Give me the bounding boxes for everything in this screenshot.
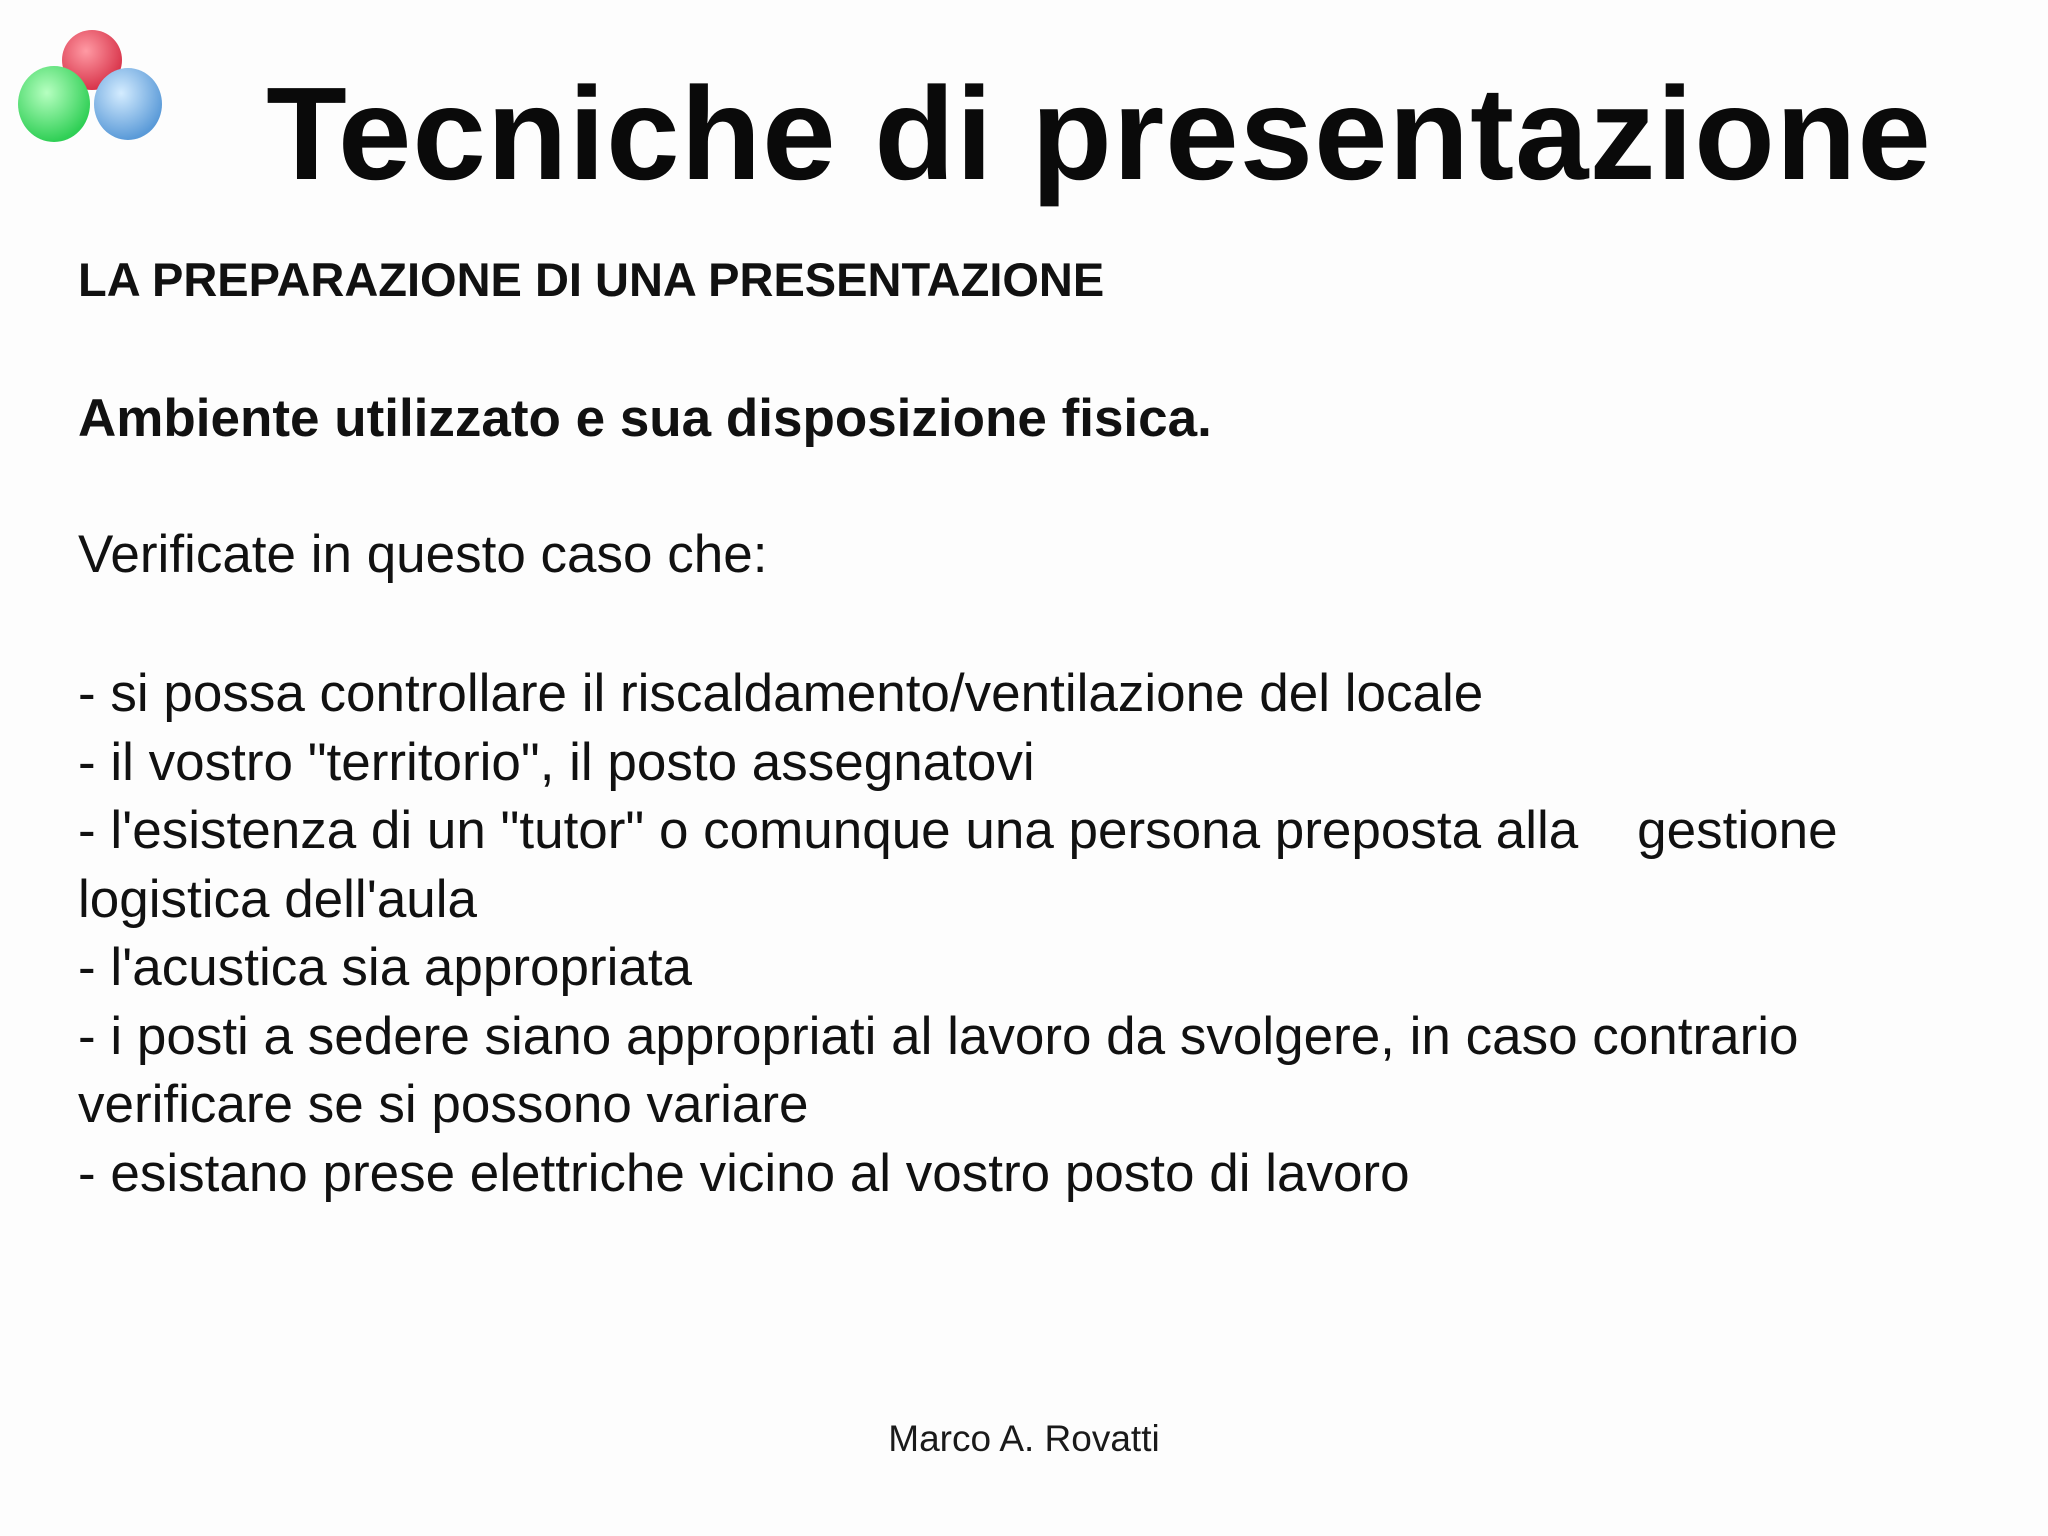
list-item: - i posti a sedere siano appropriati al lavoro da svolgere, in caso contrario verificare se si possono variare — [78, 1006, 1814, 1134]
list-item: - il vostro "territorio", il posto assegnatovi — [78, 732, 1035, 792]
list-item: - esistano prese elettriche vicino al vostro posto di lavoro — [78, 1143, 1410, 1203]
list-item: - l'esistenza di un "tutor" o comunque una persona preposta alla gestione logistica dell'aula — [78, 801, 1853, 929]
checklist — [78, 660, 1998, 1208]
footer-author: Marco A. Rovatti — [888, 1418, 1160, 1459]
intro-text: Verificate in questo caso che: — [78, 525, 768, 584]
slide-title: Tecniche di presentazione — [266, 60, 1932, 207]
section-heading: LA PREPARAZIONE DI UNA PRESENTAZIONE — [78, 253, 1105, 306]
list-item: - si possa controllare il riscaldamento/ventilazione del locale — [78, 664, 1484, 723]
slide-body — [78, 250, 1998, 1208]
list-item: - l'acustica sia appropriata — [78, 938, 693, 997]
section-subheading: Ambiente utilizzato e sua disposizione fisica. — [78, 389, 1212, 448]
